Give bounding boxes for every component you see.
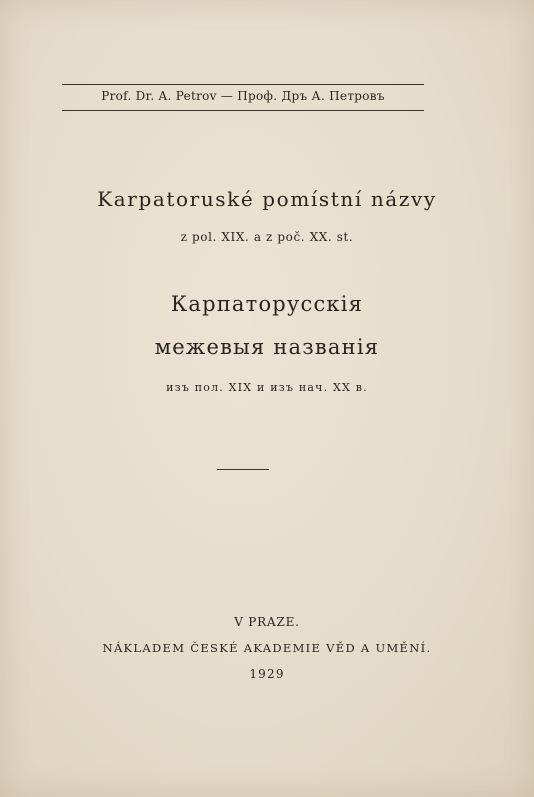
center-divider-rule <box>217 469 269 470</box>
publication-place: V PRAZE. <box>234 615 300 629</box>
subtitle-cyrillic: изъ пол. XIX и изъ нач. XX в. <box>166 381 368 394</box>
publisher-line: NÁKLADEM ČESKÉ AKADEMIE VĚD A UMĚNÍ. <box>102 641 432 655</box>
publication-year: 1929 <box>249 667 285 681</box>
author-line: Prof. Dr. A. Petrov — Проф. Дръ А. Петровъ <box>101 89 385 103</box>
title-latin: Karpatoruské pomístní názvy <box>97 187 437 211</box>
title-cyrillic-line1: Карпаторусскія <box>170 292 364 316</box>
top-rule <box>62 84 424 85</box>
title-cyrillic-line2: межевыя названія <box>154 335 380 359</box>
author-bottom-rule <box>62 110 424 111</box>
subtitle-latin: z pol. XIX. a z poč. XX. st. <box>180 230 354 244</box>
